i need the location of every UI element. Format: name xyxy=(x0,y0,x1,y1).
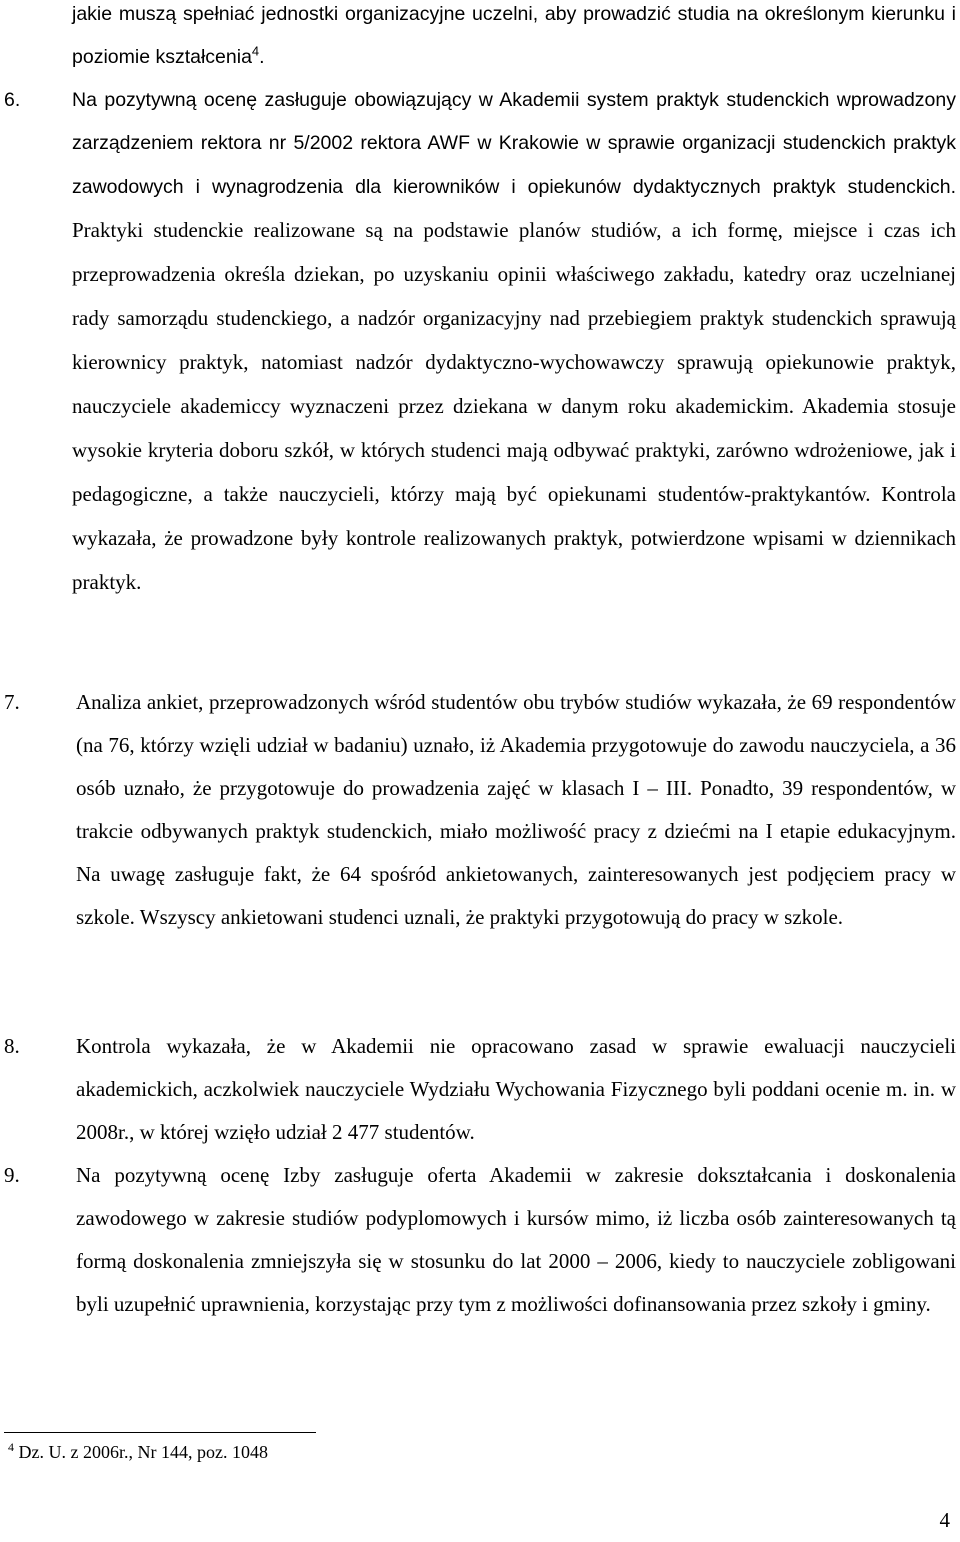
item-number: 6. xyxy=(4,89,21,111)
footnote-text: Dz. U. z 2006r., Nr 144, poz. 1048 xyxy=(14,1442,268,1462)
item-number: 7. xyxy=(4,690,20,714)
footnote xyxy=(8,1440,268,1464)
item-text: Na pozytywną ocenę Izby zasługuje oferta Akademii w zakresie dokształcania i doskonalenia zawodowego w zakresie studiów podyplomowych i kursów mimo, iż liczba osób zainteresowanych tą formą doskonalenia zmniejszyła się w stosunku do lat 2000 – 2006, kiedy to nauczyciele zobligowani byli uzupełnić uprawnienia, korzystając przy tym z możliwości dofinansowania przez szkoły i gminy. xyxy=(76,1163,956,1316)
footnote-separator xyxy=(4,1432,316,1433)
item-text: Kontrola wykazała, że w Akademii nie opracowano zasad w sprawie ewaluacji nauczycieli akademickich, aczkolwiek nauczyciele Wydziału Wychowania Fizycznego byli poddani ocenie m. in. w 2008r., w której wzięło udział 2 477 studentów. xyxy=(76,1034,956,1144)
item-number: 8. xyxy=(4,1034,20,1058)
footnote-marker: 4 xyxy=(8,1440,14,1454)
footnote-reference: 4 xyxy=(251,43,260,59)
item-text: Analiza ankiet, przeprowadzonych wśród studentów obu trybów studiów wykazała, że 69 respondentów (na 76, którzy wzięli udział w badaniu) uznało, iż Akademia przygotowuje do zawodu nauczyciela, a 36 osób uznało, że przygotowuje do prowadzenia zajęć w klasach I – III. Ponadto, 39 respondentów, w trakcie odbywanych praktyk studenckich, miało możliwość pracy z dziećmi na I etapie edukacyjnym. Na uwagę zasługuje fakt, że 64 spośród ankietowanych, zainteresowanych jest podjęciem pracy w szkole. Wszyscy ankietowani studenci uznali, że praktyki przygotowują do pracy w szkole. xyxy=(76,690,956,929)
intro-text: jakie muszą spełniać jednostki organizacyjne uczelni, aby prowadzić studia na określonym kierunku i poziomie kształcenia$^4$. xyxy=(72,3,956,68)
item-number: 9. xyxy=(4,1163,20,1187)
item-text: Na pozytywną ocenę zasługuje obowiązujący w Akademii system praktyk studenckich wprowadzony zarządzeniem rektora nr 5/2002 rektora AWF w Krakowie w sprawie organizacji studenckich praktyk zawodowych i wynagrodzenia dla kierowników i opiekunów dydaktycznych praktyk studenckich. Praktyki studenckie realizowane są na podstawie planów studiów, a ich formę, miejsce i czas ich przeprowadzenia określa dziekan, po uzyskaniu opinii właściwego zakładu, katedry oraz uczelnianej rady samorządu studenckiego, a nadzór organizacyjny nad przebiegiem praktyk studenckich sprawują kierownicy praktyk, natomiast nadzór dydaktyczno-wychowawczy sprawują opiekunowie praktyk, nauczyciele akademiccy wyznaczeni przez dziekana w danym roku akademickim. Akademia stosuje wysokie kryteria doboru szkół, w których studenci mają odbywać praktyki, zarówno wdrożeniowe, jak i pedagogiczne, a także nauczycieli, którzy mają być opiekunami studentów-praktykantów. Kontrola wykazała, że prowadzone były kontrole realizowanych praktyk, potwierdzone wpisami w dziennikach praktyk. xyxy=(72,89,956,594)
page-number: 4 xyxy=(939,1508,950,1532)
